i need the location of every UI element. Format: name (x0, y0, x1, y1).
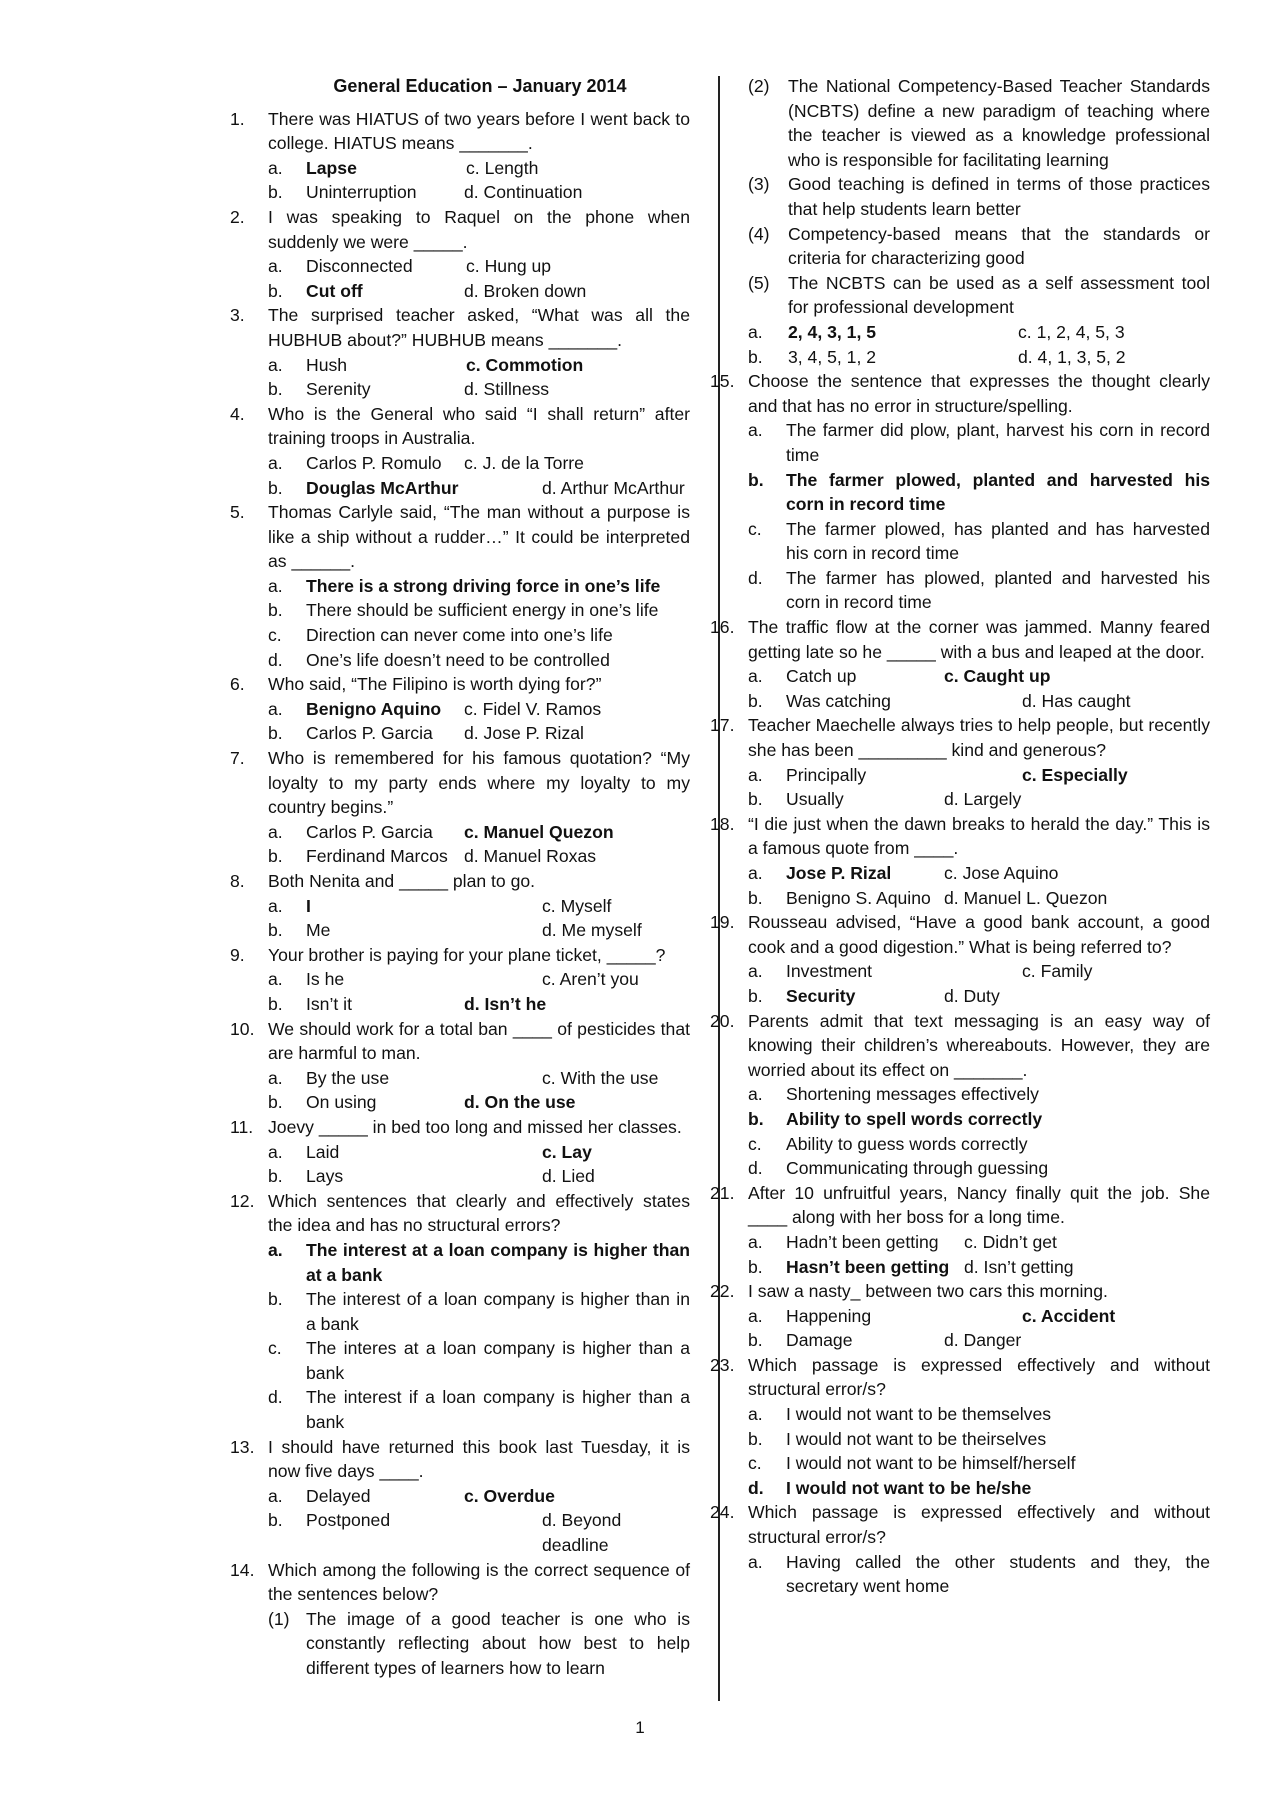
choice-b: Benigno S. Aquino (786, 887, 931, 908)
choice-c: c. Caught up (944, 666, 1051, 687)
question-text: Who said, “The Filipino is worth dying for?” (268, 674, 602, 695)
question-number: 14. (230, 1559, 255, 1580)
sequence-text: The image of a good teacher is one who is constantly reflecting about how best to help different types of learners how to learn (306, 1608, 690, 1678)
choice-d: d. Has caught (1022, 690, 1131, 711)
choice-a: Delayed (306, 1485, 371, 1506)
choice-c: c. Didn’t get (964, 1231, 1057, 1252)
choice-letter: b. (748, 1428, 763, 1449)
choice-row (748, 1304, 1210, 1329)
choice-row (748, 1230, 1210, 1255)
choice-row (268, 820, 690, 845)
choice-letter: d. (748, 1158, 763, 1179)
choice-letter: b. (268, 1092, 283, 1113)
choice-letter: b. (748, 346, 763, 367)
question-text: “I die just when the dawn breaks to herald the day.” This is a famous quote from ____. (748, 813, 1210, 859)
question-number: 7. (230, 748, 245, 769)
choice-d: d. 4, 1, 3, 5, 2 (1018, 346, 1126, 367)
question-number: 4. (230, 403, 245, 424)
question-number: 24. (710, 1502, 735, 1523)
sequence-text: Good teaching is defined in terms of those practices that help students learn better (788, 174, 1210, 219)
question-text: Teacher Maechelle always tries to help people, but recently she has been _________ kind and generous? (748, 715, 1210, 761)
choice-letter: d. (748, 1477, 764, 1498)
choice-b: Cut off (306, 280, 363, 301)
choice-c: Direction can never come into one’s life (306, 625, 613, 646)
sequence-number: (3) (748, 174, 770, 195)
question-6 (230, 672, 690, 697)
question-2 (230, 205, 690, 254)
choice-row (748, 320, 1210, 345)
choice-letter: b. (748, 1330, 763, 1351)
choice-letter: a. (268, 1067, 283, 1088)
choice-b: On using (306, 1092, 377, 1113)
choice-row (748, 1328, 1210, 1353)
choice-letter: a. (748, 666, 763, 687)
choice-b: Isn’t it (306, 993, 352, 1014)
choice-d: d. Arthur McArthur (542, 477, 685, 498)
choice-d: The interest if a loan company is higher than a bank (306, 1387, 690, 1433)
choice-row (268, 1508, 690, 1557)
question-number: 9. (230, 944, 245, 965)
left-column (230, 74, 690, 1681)
choice-a: By the use (306, 1067, 390, 1088)
choice-a: Jose P. Rizal (786, 863, 892, 883)
choice-letter: a. (748, 863, 763, 883)
sequence-item-3 (748, 172, 1210, 221)
choice-letter: a. (748, 961, 763, 982)
choice-letter: a. (268, 452, 283, 473)
question-text: I saw a nasty_ between two cars this morning. (748, 1281, 1108, 1302)
choice-a: There is a strong driving force in one’s life (306, 575, 661, 596)
question-4 (230, 402, 690, 451)
choice-d: d. Continuation (464, 182, 583, 203)
choice-a: Investment (786, 961, 873, 982)
choice-b: Usually (786, 789, 844, 810)
choice-letter: a. (748, 1084, 763, 1105)
choice-c: c. Family (1022, 961, 1093, 982)
choice-letter: b. (268, 1510, 283, 1531)
choice-row (268, 156, 690, 181)
question-text: I should have returned this book last Tuesday, it is now five days ____. (268, 1436, 690, 1482)
choice-letter: a. (268, 1239, 283, 1260)
question-number: 17. (710, 715, 735, 736)
choice-a: Lapse (306, 157, 357, 178)
choice-row (748, 959, 1210, 984)
question-1 (230, 107, 690, 156)
choice-row (268, 180, 690, 205)
choice-row (268, 451, 690, 476)
choice-a: The farmer did plow, plant, harvest his corn in record time (786, 420, 1210, 465)
sequence-number: (1) (268, 1608, 290, 1629)
question-number: 21. (710, 1182, 735, 1203)
choice-row (748, 689, 1210, 714)
choice-d: d. Manuel Roxas (464, 846, 597, 867)
choice-a: Carlos P. Romulo (306, 452, 442, 473)
choice-c: c. Manuel Quezon (464, 821, 614, 842)
choice-letter: c. (268, 1338, 282, 1359)
choice-a: The interest at a loan company is higher than at a bank (306, 1239, 690, 1285)
choice-row (268, 918, 690, 943)
choice-row (268, 279, 690, 304)
choice-letter: b. (748, 887, 763, 908)
sequence-item-1 (268, 1607, 690, 1681)
choice-a: Benigno Aquino (306, 698, 442, 719)
choice-c: c. Myself (542, 895, 612, 916)
choice-c: c. Especially (1022, 764, 1128, 785)
choice-a: Happening (786, 1305, 872, 1326)
choice-row (268, 721, 690, 746)
choice-row (268, 1287, 690, 1336)
choice-row (748, 1550, 1210, 1599)
question-number: 15. (710, 371, 735, 392)
choice-c: I would not want to be himself/herself (786, 1453, 1076, 1474)
question-16 (710, 615, 1210, 664)
choice-d: d. Danger (944, 1330, 1022, 1351)
choice-c: Ability to guess words correctly (786, 1133, 1028, 1154)
choice-b: Was catching (786, 690, 891, 711)
choice-letter: a. (748, 764, 763, 785)
choice-letter: b. (748, 1256, 763, 1277)
choice-row (748, 886, 1210, 911)
choice-letter: b. (748, 469, 764, 490)
question-23 (710, 1353, 1210, 1402)
choice-row (748, 1107, 1210, 1132)
question-22 (710, 1279, 1210, 1304)
choice-d: The farmer has plowed, planted and harvested his corn in record time (786, 567, 1210, 613)
choice-row (268, 1336, 690, 1385)
choice-row (268, 574, 690, 599)
question-5 (230, 500, 690, 574)
question-text: Thomas Carlyle said, “The man without a purpose is like a ship without a rudder…” It could be interpreted as ______. (268, 502, 690, 572)
choice-d: d. Stillness (464, 379, 550, 400)
choice-letter: a. (268, 157, 283, 178)
question-text: Parents admit that text messaging is an easy way of knowing their children’s whereabouts. However, they are worried about its effect on _______. (748, 1010, 1210, 1080)
choice-letter: a. (268, 969, 283, 990)
choice-b: Uninterruption (306, 182, 417, 203)
choice-letter: d. (268, 1387, 283, 1408)
question-number: 19. (710, 912, 735, 933)
question-number: 6. (230, 674, 245, 695)
sequence-number: (2) (748, 76, 770, 96)
choice-b: I would not want to be theirselves (786, 1428, 1047, 1449)
page-title: General Education – January 2014 (333, 76, 627, 96)
choice-d: d. Me myself (542, 920, 642, 941)
choice-b: Douglas McArthur (306, 477, 459, 498)
choice-b: Ability to spell words correctly (786, 1108, 1043, 1129)
choice-row (268, 1385, 690, 1434)
question-text: Which among the following is the correct sequence of the sentences below? (268, 1559, 690, 1605)
choice-row (748, 345, 1210, 370)
choice-letter: b. (268, 379, 283, 400)
choice-letter: a. (748, 1551, 763, 1572)
choice-letter: a. (268, 575, 283, 596)
choice-row (268, 1164, 690, 1189)
choice-a: Laid (306, 1141, 340, 1162)
choice-letter: a. (268, 256, 283, 277)
choice-c: c. J. de la Torre (464, 452, 584, 473)
choice-d: d. On the use (464, 1092, 576, 1113)
choice-letter: a. (748, 321, 763, 342)
sequence-item-2 (748, 74, 1210, 172)
choice-c: c. Length (466, 157, 539, 178)
choice-a: Hadn’t been getting (786, 1231, 939, 1252)
question-text: We should work for a total ban ____ of pesticides that are harmful to man. (268, 1018, 690, 1064)
column-divider (718, 76, 720, 1701)
choice-b: Ferdinand Marcos (306, 846, 448, 867)
question-text: The traffic flow at the corner was jammed. Manny feared getting late so he _____ with a bus and leaped at the door. (748, 617, 1210, 662)
sequence-number: (4) (748, 223, 770, 244)
choice-letter: b. (268, 1289, 283, 1310)
choice-row (748, 1082, 1210, 1107)
choice-letter: b. (268, 182, 283, 203)
choice-c: c. Fidel V. Ramos (464, 698, 602, 719)
question-text: After 10 unfruitful years, Nancy finally quit the job. She ____ along with her boss for a long time. (748, 1182, 1210, 1228)
choice-a: Principally (786, 764, 867, 785)
choice-b: Carlos P. Garcia (306, 723, 433, 744)
choice-b: Serenity (306, 379, 371, 400)
question-text: Who is remembered for his famous quotation? “My loyalty to my party ends where my loyalty to my country begins.” (268, 748, 690, 818)
choice-b: The farmer plowed, planted and harvested his corn in record time (786, 469, 1210, 515)
question-10 (230, 1017, 690, 1066)
choice-row (748, 1402, 1210, 1427)
choice-letter: d. (748, 567, 763, 588)
question-19 (710, 910, 1210, 959)
question-number: 16. (710, 617, 735, 638)
choice-letter: a. (268, 1485, 283, 1506)
question-13 (230, 1435, 690, 1484)
choice-letter: b. (268, 993, 283, 1014)
choice-c: c. Overdue (464, 1485, 555, 1506)
choice-b: Postponed (306, 1510, 391, 1531)
choice-d: d. Jose P. Rizal (464, 723, 584, 744)
choice-a: Having called the other students and they, the secretary went home (786, 1551, 1210, 1597)
question-15 (710, 369, 1210, 418)
choice-letter: a. (748, 1231, 763, 1252)
choice-row (268, 1066, 690, 1091)
question-number: 20. (710, 1010, 735, 1031)
choice-row (268, 967, 690, 992)
question-14 (230, 1558, 690, 1607)
choice-a: Carlos P. Garcia (306, 821, 433, 842)
question-number: 18. (710, 813, 735, 834)
sequence-text: The NCBTS can be used as a self assessment tool for professional development (788, 272, 1210, 318)
right-column (710, 74, 1210, 1599)
choice-row (748, 1156, 1210, 1181)
question-text: Who is the General who said “I shall return” after training troops in Australia. (268, 403, 690, 449)
question-number: 8. (230, 871, 245, 891)
sequence-item-5 (748, 271, 1210, 320)
choice-c: c. Jose Aquino (944, 863, 1059, 883)
choice-letter: a. (748, 1404, 763, 1425)
choice-a: 2, 4, 3, 1, 5 (788, 321, 877, 342)
choice-b: Hasn’t been getting (786, 1256, 950, 1277)
choice-row (268, 844, 690, 869)
choice-b: Security (786, 985, 856, 1006)
choice-letter: c. (748, 1453, 762, 1474)
question-number: 22. (710, 1281, 735, 1302)
choice-letter: b. (748, 1108, 764, 1129)
choice-row (748, 1451, 1210, 1476)
choice-row (748, 787, 1210, 812)
choice-letter: b. (268, 920, 283, 941)
choice-letter: b. (268, 846, 283, 867)
choice-letter: a. (748, 1305, 763, 1326)
choice-letter: a. (268, 354, 283, 375)
choice-d: d. Lied (542, 1166, 595, 1187)
sequence-text: The National Competency-Based Teacher Standards (NCBTS) define a new paradigm of teaching where the teacher is viewed as a knowledge professional who is responsible for facilitating learning (788, 76, 1210, 170)
question-text: Which sentences that clearly and effectively states the idea and has no structural errors? (268, 1190, 690, 1236)
question-20 (710, 1009, 1210, 1083)
choice-d: d. Largely (944, 789, 1022, 810)
choice-a: I (306, 895, 311, 916)
question-number: 5. (230, 502, 245, 523)
choice-letter: b. (748, 690, 763, 711)
question-text: Joevy _____ in bed too long and missed her classes. (268, 1116, 682, 1137)
choice-row (268, 894, 690, 919)
choice-c: c. Hung up (466, 256, 552, 277)
choice-row (748, 1427, 1210, 1452)
question-21 (710, 1181, 1210, 1230)
choice-letter: a. (268, 895, 283, 916)
choice-c: c. Aren’t you (542, 969, 639, 990)
question-7 (230, 746, 690, 820)
choice-row (268, 476, 690, 501)
question-text: There was HIATUS of two years before I went back to college. HIATUS means _______. (268, 108, 690, 154)
choice-row (748, 984, 1210, 1009)
choice-letter: b. (748, 985, 763, 1006)
choice-row (268, 254, 690, 279)
choice-row (268, 623, 690, 648)
choice-b: There should be sufficient energy in one’s life (306, 600, 659, 621)
choice-row (268, 353, 690, 378)
choice-row (748, 1255, 1210, 1280)
choice-b: Lays (306, 1166, 344, 1187)
choice-d: Communicating through guessing (786, 1158, 1049, 1179)
choice-row (268, 1140, 690, 1165)
choice-letter: b. (268, 280, 283, 301)
choice-c: c. Accident (1022, 1305, 1116, 1326)
page-number: 1 (635, 1718, 645, 1737)
choice-b: 3, 4, 5, 1, 2 (788, 346, 877, 367)
question-11 (230, 1115, 690, 1140)
choice-letter: c. (748, 1133, 762, 1154)
question-8 (230, 869, 690, 894)
choice-d: d. Duty (944, 985, 1000, 1006)
choice-d: d. Beyond deadline (542, 1510, 622, 1556)
question-number: 12. (230, 1190, 255, 1211)
choice-b: Damage (786, 1330, 853, 1351)
question-3 (230, 303, 690, 352)
sequence-item-4 (748, 222, 1210, 271)
choice-c: The farmer plowed, has planted and has harvested his corn in record time (786, 518, 1210, 564)
question-9 (230, 943, 690, 968)
choice-row (268, 648, 690, 673)
choice-row (268, 697, 690, 722)
choice-row (748, 1132, 1210, 1157)
question-18 (710, 812, 1210, 861)
question-text: Both Nenita and _____ plan to go. (268, 871, 536, 891)
choice-row (268, 1090, 690, 1115)
question-number: 11. (230, 1116, 254, 1137)
choice-d: d. Manuel L. Quezon (944, 887, 1108, 908)
choice-row (748, 468, 1210, 517)
choice-c: c. Commotion (466, 354, 584, 375)
choice-a: I would not want to be themselves (786, 1404, 1052, 1425)
choice-row (748, 517, 1210, 566)
question-24 (710, 1500, 1210, 1549)
question-17 (710, 713, 1210, 762)
question-number: 1. (230, 108, 245, 129)
choice-letter: a. (748, 420, 763, 441)
choice-letter: c. (268, 625, 282, 646)
choice-row (748, 418, 1210, 467)
question-number: 2. (230, 206, 245, 227)
choice-c: c. With the use (542, 1067, 659, 1088)
choice-d: d. Broken down (464, 280, 587, 301)
question-number: 23. (710, 1354, 735, 1375)
choice-b: The interest of a loan company is higher than in a bank (306, 1289, 690, 1334)
choice-row (268, 1484, 690, 1509)
choice-d: d. Isn’t he (464, 993, 547, 1014)
question-text: Your brother is paying for your plane ticket, _____? (268, 944, 666, 965)
choice-row (268, 992, 690, 1017)
choice-c: c. 1, 2, 4, 5, 3 (1018, 321, 1125, 342)
question-12 (230, 1189, 690, 1238)
choice-letter: a. (268, 821, 283, 842)
question-text: Which passage is expressed effectively and without structural error/s? (748, 1502, 1210, 1548)
choice-letter: b. (268, 600, 283, 621)
question-number: 10. (230, 1018, 255, 1039)
question-number: 13. (230, 1436, 255, 1457)
question-number: 3. (230, 305, 245, 326)
choice-row (268, 377, 690, 402)
choice-row (748, 1476, 1210, 1501)
question-text: Rousseau advised, “Have a good bank account, a good cook and a good digestion.” What is being referred to? (748, 912, 1210, 957)
choice-row (748, 664, 1210, 689)
sequence-text: Competency-based means that the standards or criteria for characterizing good (788, 223, 1210, 269)
choice-row (748, 763, 1210, 788)
choice-a: Is he (306, 969, 345, 990)
choice-d: One’s life doesn’t need to be controlled (306, 649, 610, 670)
choice-letter: b. (748, 789, 763, 810)
choice-c: The interes at a loan company is higher than a bank (306, 1338, 690, 1383)
choice-row (268, 598, 690, 623)
choice-letter: b. (268, 1166, 283, 1187)
choice-c: c. Lay (542, 1141, 592, 1162)
choice-letter: b. (268, 477, 283, 498)
choice-letter: d. (268, 649, 283, 670)
question-text: The surprised teacher asked, “What was all the HUBHUB about?” HUBHUB means _______. (268, 305, 690, 350)
question-text: Which passage is expressed effectively and without structural error/s? (748, 1354, 1210, 1400)
choice-d: I would not want to be he/she (786, 1477, 1032, 1498)
choice-a: Disconnected (306, 256, 413, 277)
choice-a: Catch up (786, 666, 857, 687)
choice-letter: c. (748, 518, 762, 539)
choice-a: Hush (306, 354, 348, 375)
choice-a: Shortening messages effectively (786, 1084, 1039, 1105)
choice-b: Me (306, 920, 331, 941)
question-text: Choose the sentence that expresses the thought clearly and that has no error in structure/spelling. (748, 371, 1210, 416)
choice-letter: b. (268, 723, 283, 744)
choice-letter: a. (268, 698, 283, 719)
sequence-number: (5) (748, 272, 770, 293)
choice-d: d. Isn’t getting (964, 1256, 1074, 1277)
choice-letter: a. (268, 1141, 283, 1162)
choice-row (748, 861, 1210, 886)
choice-row (268, 1238, 690, 1287)
choice-row (748, 566, 1210, 615)
question-text: I was speaking to Raquel on the phone when suddenly we were _____. (268, 206, 690, 252)
